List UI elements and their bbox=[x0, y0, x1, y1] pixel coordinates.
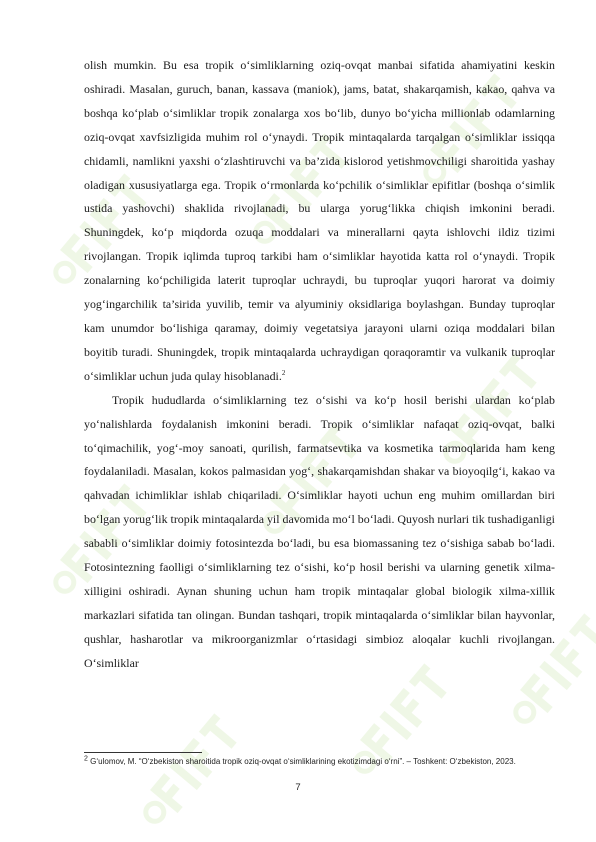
footnote-number: 2 bbox=[84, 755, 88, 763]
footnote-separator bbox=[84, 752, 202, 753]
footnote-text: G‘ulomov, M. “O‘zbekiston sharoitida tropik oziq-ovqat o‘simliklarining ekotizimdagi o‘rni”. – Toshkent: O‘zbekiston, 2023. bbox=[90, 757, 516, 766]
page-number: 7 bbox=[295, 782, 301, 793]
paragraph-text: olish mumkin. Bu esa tropik o‘simliklarning oziq-ovqat manbai sifatida ahamiyatini keskin oshiradi. Masalan, guruch, banan, kassava (maniok), jams, batat, shakarqamish, kakao, qahva va boshqa ko‘plab o‘simliklar tropik zonalarga xos bo‘lib, dunyo bo‘yicha millionlab odamlarning oziq-ovqat xavfsizligida muhim rol o‘ynaydi. Tropik mintaqalarda tarqalgan o‘simliklar issiqqa chidamli, namlikni yaxshi o‘zlashtiruvchi va ba’zida kislorod yetishmovchiligi sharoitida yashay oladigan xususiyatlarga ega. Tropik o‘rmonlarda ko‘pchilik o‘simliklar epifitlar (boshqa o‘simlik ustida yashovchi) shaklida rivojlanadi, bu ularga yorug‘likka chiqish imkonini beradi. Shuningdek, ko‘p miqdorda ozuqa moddalari va minerallarni qayta ishlovchi ildiz tizimi rivojlangan. Tropik iqlimda tuproq tarkibi ham o‘simliklar hayotida katta rol o‘ynaydi. Tropik zonalarning ko‘pchiligida laterit tuproqlar uchraydi, bu tuproqlar yuqori harorat va doimiy yog‘ingarchilik ta’sirida yuvilib, temir va alyuminiy oksidlariga boylashgan. Bunday tuproqlar kam unumdor bo‘lishiga qaramay, doimiy vegetatsiya jarayoni ularni oziqa moddalari bilan boyitib turadi. Shuningdek, tropik mintaqalarda uchraydigan qoraqoramtir va vulkanik tuproqlar o‘simliklar uchun juda qulay hisoblanadi. bbox=[84, 58, 555, 383]
paragraph-text: Tropik hududlarda o‘simliklarning tez o‘sishi va ko‘p hosil berishi ulardan ko‘plab yo‘nalishlarda foydalanish imkonini beradi. Tropik o‘simliklar nafaqat oziq-ovqat, balki to‘qimachilik, yog‘-moy sanoati, qurilish, farmatsevtika va kosmetika tarmoqlarida ham keng foydalaniladi. Masalan, kokos palmasidan yog‘, shakarqamishdan shakar va bioyoqilg‘i, kakao va qahvadan ichimliklar ishlab chiqariladi. O‘simliklar hayoti uchun eng muhim omillardan biri bo‘lgan yorug‘lik tropik mintaqalarda yil davomida mo‘l bo‘ladi. Quyosh nurlari tik tushadiganligi sababli o‘simliklar doimiy fotosintezda bo‘ladi, bu esa biomassaning tez o‘sishiga sabab bo‘ladi. Fotosintezning faolligi o‘simliklarning tez o‘sishi, ko‘p hosil berishi va ularning genetik xilma-xilligini oshiradi. Aynan shuning uchun ham tropik mintaqalar global biologik xilma-xillik markazlari sifatida tan olingan. Bundan tashqari, tropik mintaqalarda o‘simliklar bilan hayvonlar, qushlar, hasharotlar va mikroorganizmlar o‘rtasidagi simbioz aloqalar kuchli rivojlangan. O‘simliklar bbox=[84, 392, 555, 670]
footnote-reference[interactable]: 2 bbox=[281, 368, 286, 377]
watermark-mark bbox=[135, 713, 242, 830]
paragraph bbox=[84, 389, 555, 676]
paragraph bbox=[84, 54, 555, 389]
page-body bbox=[84, 54, 555, 676]
footnote bbox=[84, 756, 555, 767]
